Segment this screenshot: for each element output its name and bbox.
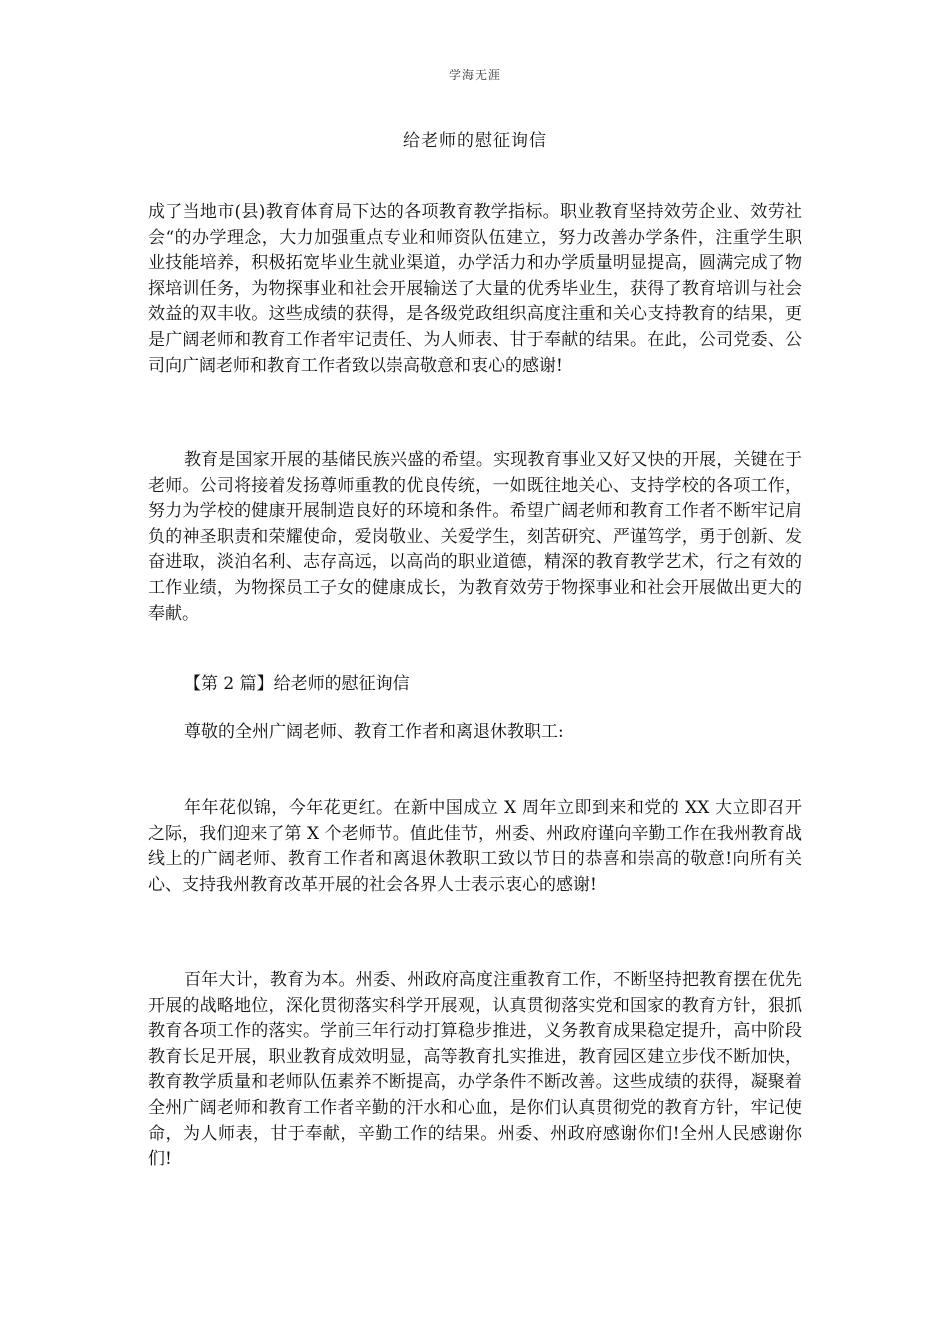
salutation: 尊敬的全州广阔老师、教育工作者和离退休教职工: [184,722,564,742]
paragraph-1: 成了当地市(县)教育体育局下达的各项教育教学指标。职业教育坚持效劳企业、效劳社会“的办学理念，大力加强重点专业和师资队伍建立，努力改善办学条件，注重学生职业技能培养，积极拓宽毕业生就业渠道，办学活力和办学质量明显提高，圆满完成了物探培训任务，为物探事业和社会开展输送了大量的优秀毕业生，获得了教育培训与社会效益的双丰收。这些成绩的获得，是各级党政组织高度注重和关心支持教育的结果，更是广阔老师和教育工作者牢记责任、为人师表、甘于奉献的结果。在此，公司党委、公司向广阔老师和教育工作者致以崇高敬意和衷心的感谢! [148,202,802,376]
paragraph-3: 年年花似锦，今年花更红。在新中国成立 X 周年立即到来和党的 XX 大立即召开之际，我们迎来了第 X 个老师节。值此佳节，州委、州政府谨向辛勤工作在我州教育战线上的广阔老师、教育工作者和离退休教职工致以节日的恭喜和崇高的敬意!向所有关心、支持我州教育改革开展的社会各界人士表示衷心的感谢! [148,798,802,895]
document-title: 给老师的慰征询信 [403,131,547,151]
paragraph-2: 教育是国家开展的基储民族兴盛的希望。实现教育事业又好又快的开展，关键在于老师。公司将接着发扬尊师重教的优良传统，一如既往地关心、支持学校的各项工作，努力为学校的健康开展制造良好的环境和条件。希望广阔老师和教育工作者不断牢记肩负的神圣职责和荣耀使命，爱岗敬业、关爱学生，刻苦研究、严谨笃学，勇于创新、发奋进取，淡泊名利、志存高远，以高尚的职业道德，精深的教育教学艺术，行之有效的工作业绩，为物探员工子女的健康成长，为教育效劳于物探事业和社会开展做出更大的奉献。 [148,450,802,624]
section-heading: 【第 2 篇】给老师的慰征询信 [184,674,410,694]
paragraph-4: 百年大计，教育为本。州委、州政府高度注重教育工作，不断坚持把教育摆在优先开展的战略地位，深化贯彻落实科学开展观，认真贯彻落实党和国家的教育方针，狠抓教育各项工作的落实。学前三年行动打算稳步推进，义务教育成果稳定提升，高中阶段教育长足开展，职业教育成效明显，高等教育扎实推进，教育园区建立步伐不断加快，教育教学质量和老师队伍素养不断提高，办学条件不断改善。这些成绩的获得，凝聚着全州广阔老师和教育工作者辛勤的汗水和心血，是你们认真贯彻党的教育方针，牢记使命，为人师表，甘于奉献，辛勤工作的结果。州委、州政府感谢你们!全州人民感谢你们! [148,970,802,1170]
page-header: 学海无涯 [448,68,501,82]
